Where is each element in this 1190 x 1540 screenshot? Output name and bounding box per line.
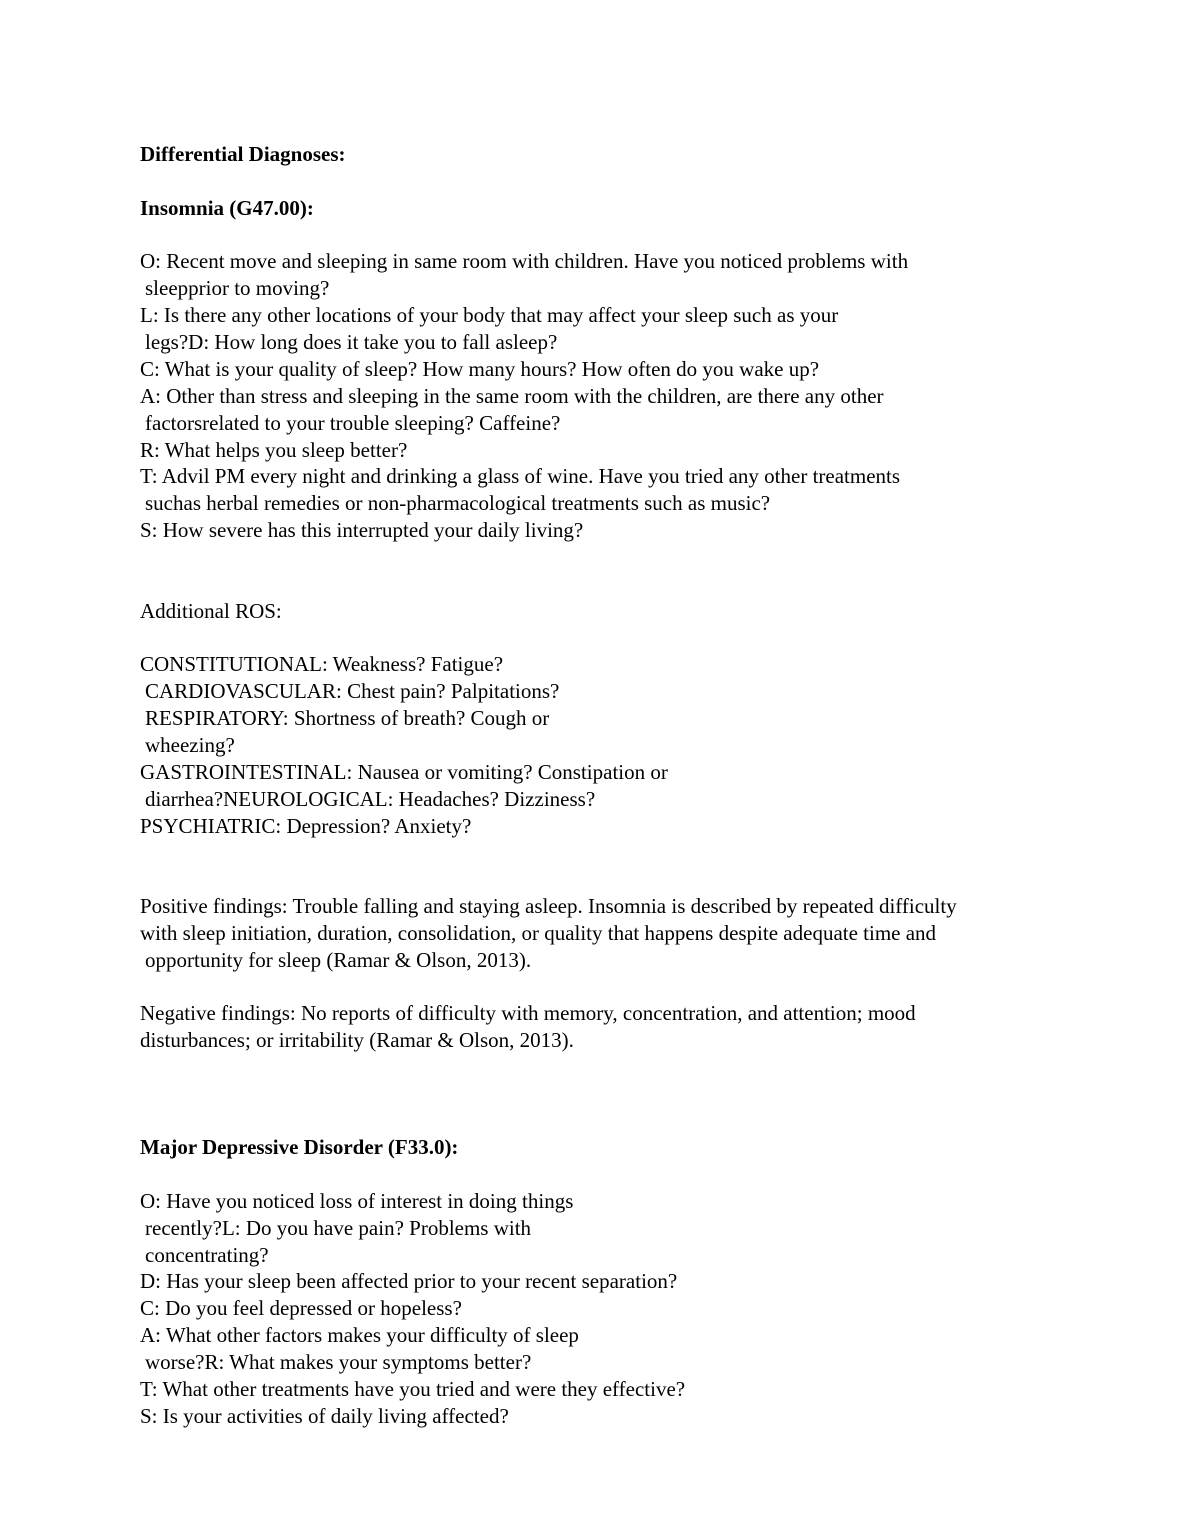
differential-diagnoses-heading: Differential Diagnoses: bbox=[140, 142, 346, 166]
insomnia-treatment-line: T: Advil PM every night and drinking a glass of wine. Have you tried any other treatments bbox=[140, 464, 901, 488]
positive-findings-line-3: opportunity for sleep (Ramar & Olson, 2013). bbox=[145, 948, 532, 972]
mdd-heading: Major Depressive Disorder (F33.0): bbox=[140, 1135, 459, 1159]
ros-respiratory-line: RESPIRATORY: Shortness of breath? Cough or bbox=[145, 706, 550, 730]
ros-cardiovascular-line: CARDIOVASCULAR: Chest pain? Palpitations? bbox=[145, 679, 560, 703]
mdd-aggravating-line-cont: worse?R: What makes your symptoms better? bbox=[145, 1350, 532, 1374]
additional-ros-heading: Additional ROS: bbox=[140, 599, 282, 623]
insomnia-location-line: L: Is there any other locations of your body that may affect your sleep such as your bbox=[140, 303, 839, 327]
insomnia-onset-line-cont: sleepprior to moving? bbox=[145, 276, 330, 300]
insomnia-character-line: C: What is your quality of sleep? How many hours? How often do you wake up? bbox=[140, 357, 820, 381]
mdd-severity-line: S: Is your activities of daily living affected? bbox=[140, 1404, 509, 1428]
ros-neurological-line: diarrhea?NEUROLOGICAL: Headaches? Dizziness? bbox=[145, 787, 596, 811]
positive-findings-line-2: with sleep initiation, duration, consolidation, or quality that happens despite adequate time and bbox=[140, 921, 937, 945]
insomnia-severity-line: S: How severe has this interrupted your daily living? bbox=[140, 518, 584, 542]
mdd-treatment-line: T: What other treatments have you tried and were they effective? bbox=[140, 1377, 686, 1401]
positive-findings-line: Positive findings: Trouble falling and staying asleep. Insomnia is described by repeated difficulty bbox=[140, 894, 957, 918]
mdd-aggravating-line: A: What other factors makes your difficulty of sleep bbox=[140, 1323, 579, 1347]
mdd-onset-line-cont: recently?L: Do you have pain? Problems with bbox=[145, 1216, 532, 1240]
mdd-onset-line: O: Have you noticed loss of interest in doing things bbox=[140, 1189, 574, 1213]
mdd-character-line: C: Do you feel depressed or hopeless? bbox=[140, 1296, 462, 1320]
ros-psychiatric-line: PSYCHIATRIC: Depression? Anxiety? bbox=[140, 814, 472, 838]
negative-findings-line: Negative findings: No reports of difficulty with memory, concentration, and attention; mood bbox=[140, 1001, 916, 1025]
mdd-location-line-cont: concentrating? bbox=[145, 1243, 269, 1267]
insomnia-heading: Insomnia (G47.00): bbox=[140, 196, 314, 220]
insomnia-aggravating-line-cont: factorsrelated to your trouble sleeping? Caffeine? bbox=[145, 411, 561, 435]
insomnia-treatment-line-cont: suchas herbal remedies or non-pharmacological treatments such as music? bbox=[145, 491, 771, 515]
ros-constitutional-line: CONSTITUTIONAL: Weakness? Fatigue? bbox=[140, 652, 504, 676]
insomnia-location-line-cont: legs?D: How long does it take you to fall asleep? bbox=[145, 330, 558, 354]
insomnia-relieving-line: R: What helps you sleep better? bbox=[140, 438, 408, 462]
negative-findings-line-2: disturbances; or irritability (Ramar & Olson, 2013). bbox=[140, 1028, 574, 1052]
insomnia-onset-line: O: Recent move and sleeping in same room with children. Have you noticed problems with bbox=[140, 249, 909, 273]
ros-gastrointestinal-line: GASTROINTESTINAL: Nausea or vomiting? Constipation or bbox=[140, 760, 668, 784]
mdd-duration-line: D: Has your sleep been affected prior to your recent separation? bbox=[140, 1269, 678, 1293]
ros-respiratory-line-cont: wheezing? bbox=[145, 733, 235, 757]
insomnia-aggravating-line: A: Other than stress and sleeping in the same room with the children, are there any other bbox=[140, 384, 884, 408]
